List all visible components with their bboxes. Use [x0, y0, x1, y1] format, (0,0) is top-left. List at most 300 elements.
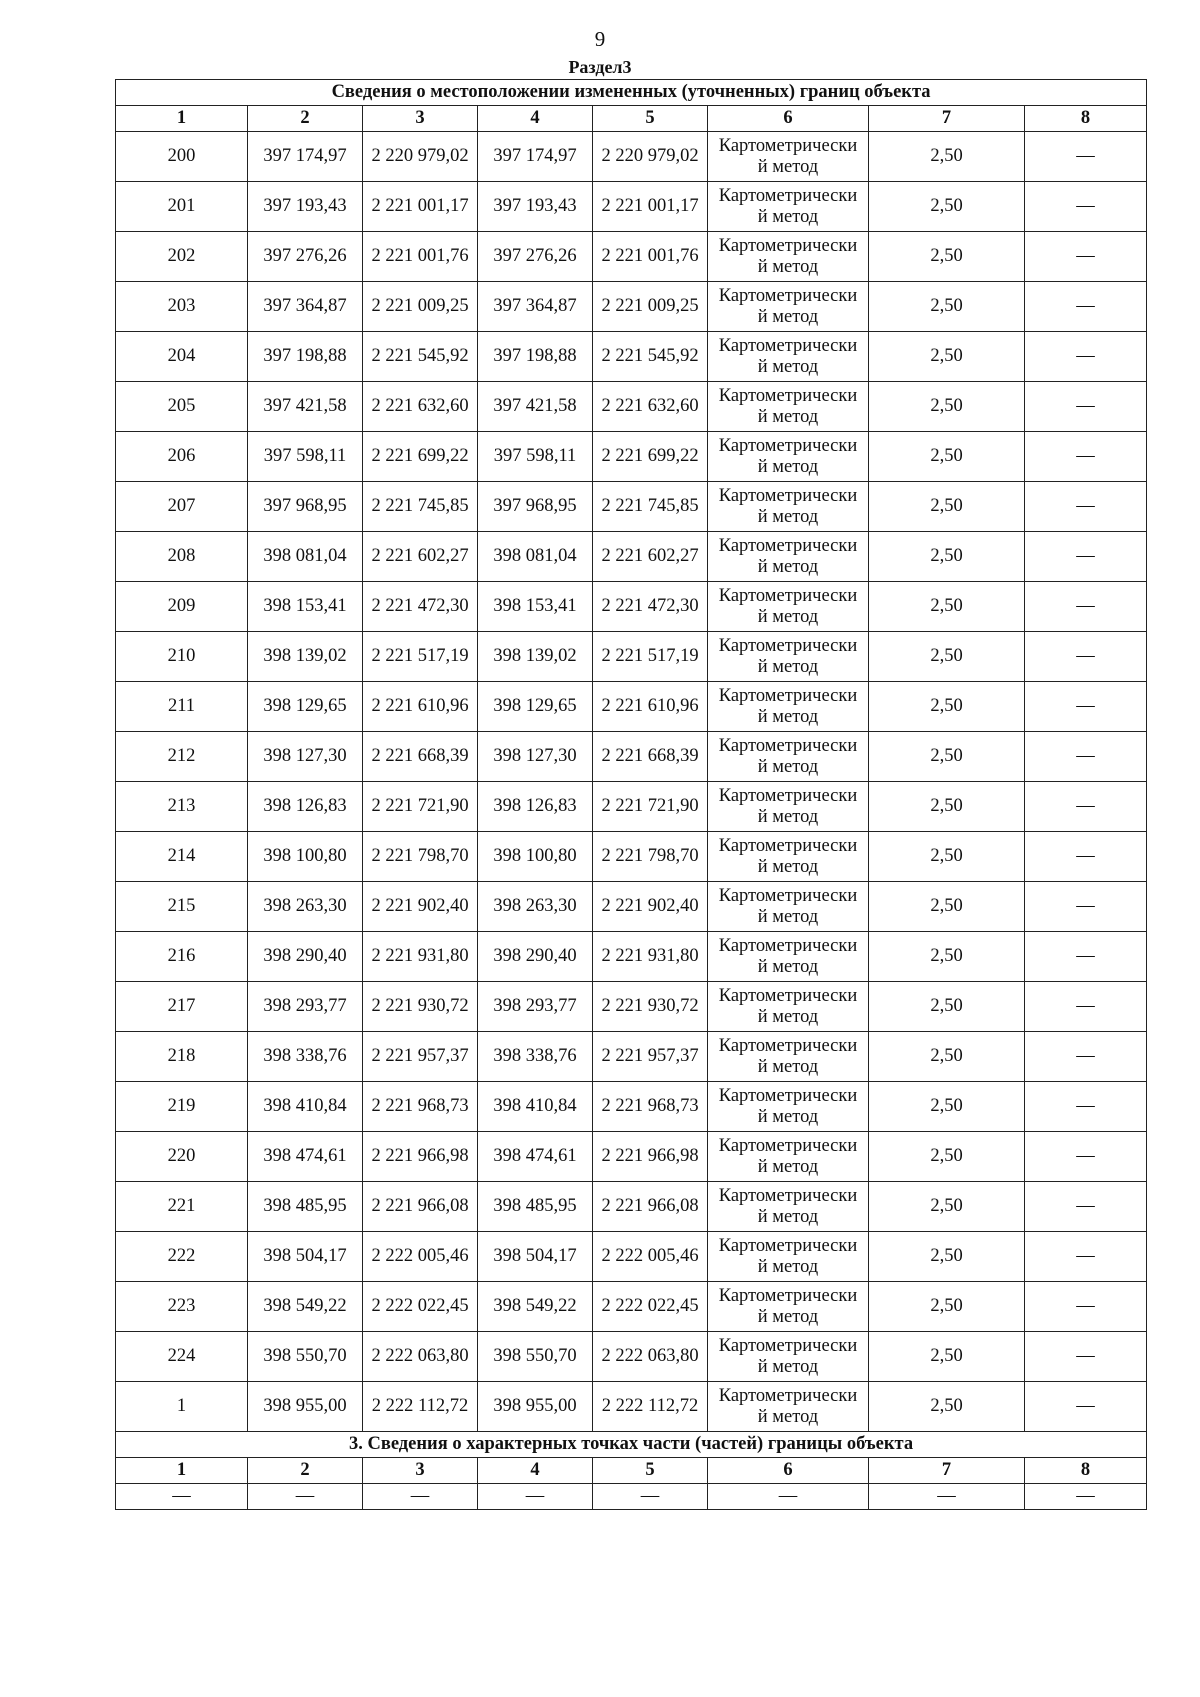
accuracy-cell: 2,50 [869, 1332, 1025, 1382]
table-row [116, 1082, 1147, 1132]
section3-empty-row [116, 1484, 1147, 1510]
x-coordinate-cell: 397 276,26 [248, 232, 363, 282]
point-number-cell: 214 [116, 832, 248, 882]
method-line-2: й метод [757, 1056, 819, 1077]
method-cell [708, 382, 869, 432]
accuracy-cell: 2,50 [869, 382, 1025, 432]
note-cell: — [1025, 232, 1147, 282]
y-coordinate-cell: 2 221 517,19 [363, 632, 478, 682]
point-number-cell: 217 [116, 982, 248, 1032]
point-number-cell: 200 [116, 132, 248, 182]
column-header: 7 [869, 1458, 1025, 1484]
method-line-2: й метод [757, 906, 819, 927]
x-coordinate-new-cell: 398 129,65 [478, 682, 593, 732]
note-cell: — [1025, 1132, 1147, 1182]
y-coordinate-new-cell: 2 222 022,45 [593, 1282, 708, 1332]
note-cell: — [1025, 1232, 1147, 1282]
method-line-2: й метод [757, 1406, 819, 1427]
note-cell: — [1025, 132, 1147, 182]
method-line-2: й метод [757, 206, 819, 227]
note-cell: — [1025, 1332, 1147, 1382]
table-row [116, 1382, 1147, 1432]
accuracy-cell: 2,50 [869, 132, 1025, 182]
method-line-2: й метод [757, 856, 819, 877]
table-row [116, 332, 1147, 382]
x-coordinate-new-cell: 398 290,40 [478, 932, 593, 982]
method-cell [708, 882, 869, 932]
accuracy-cell: 2,50 [869, 1182, 1025, 1232]
method-cell [708, 1132, 869, 1182]
method-line-1: Картометрически [718, 785, 858, 806]
note-cell: — [1025, 1282, 1147, 1332]
method-cell [708, 1182, 869, 1232]
note-cell: — [1025, 1032, 1147, 1082]
empty-cell: — [708, 1484, 869, 1510]
accuracy-cell: 2,50 [869, 232, 1025, 282]
method-cell [708, 132, 869, 182]
y-coordinate-new-cell: 2 221 668,39 [593, 732, 708, 782]
y-coordinate-cell: 2 221 957,37 [363, 1032, 478, 1082]
y-coordinate-new-cell: 2 221 957,37 [593, 1032, 708, 1082]
method-line-1: Картометрически [718, 985, 858, 1006]
table-caption: Сведения о местоположении измененных (уточненных) границ объекта [116, 80, 1147, 106]
accuracy-cell: 2,50 [869, 932, 1025, 982]
table-row [116, 932, 1147, 982]
y-coordinate-cell: 2 221 632,60 [363, 382, 478, 432]
x-coordinate-cell: 398 139,02 [248, 632, 363, 682]
method-line-2: й метод [757, 1156, 819, 1177]
x-coordinate-new-cell: 398 410,84 [478, 1082, 593, 1132]
y-coordinate-new-cell: 2 221 968,73 [593, 1082, 708, 1132]
method-line-2: й метод [757, 956, 819, 977]
x-coordinate-new-cell: 397 198,88 [478, 332, 593, 382]
section-title: Раздел3 [568, 57, 632, 77]
note-cell: — [1025, 382, 1147, 432]
table-row [116, 582, 1147, 632]
table-row [116, 182, 1147, 232]
y-coordinate-new-cell: 2 220 979,02 [593, 132, 708, 182]
empty-cell: — [478, 1484, 593, 1510]
point-number-cell: 224 [116, 1332, 248, 1382]
method-cell [708, 1332, 869, 1382]
table-row [116, 232, 1147, 282]
note-cell: — [1025, 532, 1147, 582]
accuracy-cell: 2,50 [869, 282, 1025, 332]
x-coordinate-cell: 397 364,87 [248, 282, 363, 332]
method-line-1: Картометрически [718, 185, 858, 206]
method-cell [708, 232, 869, 282]
table-row [116, 782, 1147, 832]
y-coordinate-new-cell: 2 221 001,76 [593, 232, 708, 282]
point-number-cell: 212 [116, 732, 248, 782]
method-line-2: й метод [757, 556, 819, 577]
x-coordinate-new-cell: 397 364,87 [478, 282, 593, 332]
note-cell: — [1025, 732, 1147, 782]
x-coordinate-cell: 398 410,84 [248, 1082, 363, 1132]
column-header: 1 [116, 106, 248, 132]
x-coordinate-new-cell: 397 276,26 [478, 232, 593, 282]
accuracy-cell: 2,50 [869, 1232, 1025, 1282]
method-line-2: й метод [757, 256, 819, 277]
column-header: 2 [248, 106, 363, 132]
method-cell [708, 632, 869, 682]
point-number-cell: 223 [116, 1282, 248, 1332]
x-coordinate-cell: 398 293,77 [248, 982, 363, 1032]
column-header: 8 [1025, 1458, 1147, 1484]
method-line-1: Картометрически [718, 335, 858, 356]
y-coordinate-cell: 2 221 699,22 [363, 432, 478, 482]
method-line-2: й метод [757, 1106, 819, 1127]
method-line-2: й метод [757, 1206, 819, 1227]
empty-cell: — [116, 1484, 248, 1510]
x-coordinate-cell: 398 127,30 [248, 732, 363, 782]
method-line-1: Картометрически [718, 285, 858, 306]
y-coordinate-cell: 2 222 063,80 [363, 1332, 478, 1382]
method-line-2: й метод [757, 1006, 819, 1027]
x-coordinate-cell: 398 081,04 [248, 532, 363, 582]
method-line-1: Картометрически [718, 635, 858, 656]
method-cell [708, 482, 869, 532]
x-coordinate-new-cell: 398 549,22 [478, 1282, 593, 1332]
note-cell: — [1025, 882, 1147, 932]
y-coordinate-cell: 2 221 472,30 [363, 582, 478, 632]
method-line-1: Картометрически [718, 1235, 858, 1256]
note-cell: — [1025, 182, 1147, 232]
x-coordinate-cell: 398 485,95 [248, 1182, 363, 1232]
x-coordinate-cell: 397 174,97 [248, 132, 363, 182]
y-coordinate-cell: 2 221 745,85 [363, 482, 478, 532]
table-row [116, 1332, 1147, 1382]
point-number-cell: 203 [116, 282, 248, 332]
note-cell: — [1025, 932, 1147, 982]
method-line-1: Картометрически [718, 135, 858, 156]
y-coordinate-new-cell: 2 222 063,80 [593, 1332, 708, 1382]
method-line-1: Картометрически [718, 485, 858, 506]
note-cell: — [1025, 282, 1147, 332]
x-coordinate-cell: 397 193,43 [248, 182, 363, 232]
accuracy-cell: 2,50 [869, 882, 1025, 932]
x-coordinate-new-cell: 398 485,95 [478, 1182, 593, 1232]
method-cell [708, 782, 869, 832]
column-header: 2 [248, 1458, 363, 1484]
table-row [116, 1032, 1147, 1082]
method-cell [708, 182, 869, 232]
point-number-cell: 211 [116, 682, 248, 732]
method-line-1: Картометрически [718, 585, 858, 606]
method-line-2: й метод [757, 356, 819, 377]
accuracy-cell: 2,50 [869, 582, 1025, 632]
column-header: 7 [869, 106, 1025, 132]
y-coordinate-cell: 2 221 721,90 [363, 782, 478, 832]
x-coordinate-new-cell: 398 474,61 [478, 1132, 593, 1182]
method-cell [708, 432, 869, 482]
page-number: 9 [594, 27, 606, 51]
x-coordinate-new-cell: 397 598,11 [478, 432, 593, 482]
method-cell [708, 532, 869, 582]
table-row [116, 732, 1147, 782]
table-row [116, 682, 1147, 732]
method-line-1: Картометрически [718, 1185, 858, 1206]
table-row [116, 132, 1147, 182]
point-number-cell: 201 [116, 182, 248, 232]
method-line-2: й метод [757, 1356, 819, 1377]
y-coordinate-cell: 2 222 005,46 [363, 1232, 478, 1282]
point-number-cell: 221 [116, 1182, 248, 1232]
column-header: 4 [478, 106, 593, 132]
table-row [116, 1132, 1147, 1182]
y-coordinate-new-cell: 2 221 798,70 [593, 832, 708, 882]
table-row [116, 282, 1147, 332]
accuracy-cell: 2,50 [869, 1382, 1025, 1432]
y-coordinate-cell: 2 221 602,27 [363, 532, 478, 582]
column-header: 3 [363, 1458, 478, 1484]
y-coordinate-new-cell: 2 221 602,27 [593, 532, 708, 582]
x-coordinate-new-cell: 398 100,80 [478, 832, 593, 882]
y-coordinate-cell: 2 221 966,98 [363, 1132, 478, 1182]
y-coordinate-cell: 2 221 001,76 [363, 232, 478, 282]
point-number-cell: 218 [116, 1032, 248, 1082]
y-coordinate-new-cell: 2 221 966,98 [593, 1132, 708, 1182]
accuracy-cell: 2,50 [869, 1132, 1025, 1182]
x-coordinate-new-cell: 397 968,95 [478, 482, 593, 532]
accuracy-cell: 2,50 [869, 632, 1025, 682]
y-coordinate-new-cell: 2 221 930,72 [593, 982, 708, 1032]
x-coordinate-cell: 398 549,22 [248, 1282, 363, 1332]
x-coordinate-new-cell: 398 263,30 [478, 882, 593, 932]
note-cell: — [1025, 432, 1147, 482]
x-coordinate-cell: 397 198,88 [248, 332, 363, 382]
note-cell: — [1025, 582, 1147, 632]
method-line-2: й метод [757, 156, 819, 177]
x-coordinate-cell: 398 100,80 [248, 832, 363, 882]
method-cell [708, 932, 869, 982]
x-coordinate-new-cell: 398 081,04 [478, 532, 593, 582]
column-header: 5 [593, 106, 708, 132]
x-coordinate-cell: 398 153,41 [248, 582, 363, 632]
y-coordinate-cell: 2 221 931,80 [363, 932, 478, 982]
x-coordinate-cell: 398 126,83 [248, 782, 363, 832]
empty-cell: — [869, 1484, 1025, 1510]
note-cell: — [1025, 632, 1147, 682]
method-line-2: й метод [757, 756, 819, 777]
note-cell: — [1025, 332, 1147, 382]
x-coordinate-new-cell: 398 293,77 [478, 982, 593, 1032]
method-line-2: й метод [757, 1256, 819, 1277]
y-coordinate-new-cell: 2 221 721,90 [593, 782, 708, 832]
table-row [116, 1182, 1147, 1232]
column-header: 4 [478, 1458, 593, 1484]
column-header: 3 [363, 106, 478, 132]
accuracy-cell: 2,50 [869, 1282, 1025, 1332]
accuracy-cell: 2,50 [869, 782, 1025, 832]
method-line-1: Картометрически [718, 435, 858, 456]
accuracy-cell: 2,50 [869, 332, 1025, 382]
x-coordinate-cell: 398 290,40 [248, 932, 363, 982]
y-coordinate-cell: 2 221 545,92 [363, 332, 478, 382]
point-number-cell: 210 [116, 632, 248, 682]
x-coordinate-cell: 397 598,11 [248, 432, 363, 482]
y-coordinate-cell: 2 220 979,02 [363, 132, 478, 182]
accuracy-cell: 2,50 [869, 432, 1025, 482]
y-coordinate-new-cell: 2 221 545,92 [593, 332, 708, 382]
x-coordinate-new-cell: 398 126,83 [478, 782, 593, 832]
y-coordinate-new-cell: 2 221 009,25 [593, 282, 708, 332]
method-cell [708, 732, 869, 782]
point-number-cell: 206 [116, 432, 248, 482]
column-header: 5 [593, 1458, 708, 1484]
point-number-cell: 219 [116, 1082, 248, 1132]
x-coordinate-cell: 398 263,30 [248, 882, 363, 932]
section3-caption-row [116, 1432, 1147, 1458]
table-row [116, 532, 1147, 582]
x-coordinate-cell: 398 955,00 [248, 1382, 363, 1432]
point-number-cell: 204 [116, 332, 248, 382]
table-row [116, 832, 1147, 882]
y-coordinate-cell: 2 222 022,45 [363, 1282, 478, 1332]
table-row [116, 982, 1147, 1032]
empty-cell: — [248, 1484, 363, 1510]
section3-header-row [116, 1458, 1147, 1484]
method-line-2: й метод [757, 806, 819, 827]
point-number-cell: 216 [116, 932, 248, 982]
y-coordinate-new-cell: 2 221 001,17 [593, 182, 708, 232]
method-cell [708, 1082, 869, 1132]
column-header-row [116, 106, 1147, 132]
table-row [116, 382, 1147, 432]
point-number-cell: 209 [116, 582, 248, 632]
y-coordinate-new-cell: 2 221 699,22 [593, 432, 708, 482]
column-header: 6 [708, 106, 869, 132]
x-coordinate-new-cell: 398 955,00 [478, 1382, 593, 1432]
method-line-1: Картометрически [718, 885, 858, 906]
y-coordinate-cell: 2 221 798,70 [363, 832, 478, 882]
empty-cell: — [1025, 1484, 1147, 1510]
x-coordinate-cell: 397 968,95 [248, 482, 363, 532]
x-coordinate-cell: 398 129,65 [248, 682, 363, 732]
y-coordinate-cell: 2 221 930,72 [363, 982, 478, 1032]
point-number-cell: 205 [116, 382, 248, 432]
note-cell: — [1025, 1382, 1147, 1432]
x-coordinate-cell: 398 550,70 [248, 1332, 363, 1382]
y-coordinate-new-cell: 2 222 112,72 [593, 1382, 708, 1432]
x-coordinate-cell: 397 421,58 [248, 382, 363, 432]
column-header: 8 [1025, 106, 1147, 132]
method-cell [708, 1032, 869, 1082]
method-line-1: Картометрически [718, 1035, 858, 1056]
table-row [116, 1232, 1147, 1282]
table-caption-row [116, 80, 1147, 106]
method-cell [708, 982, 869, 1032]
x-coordinate-cell: 398 474,61 [248, 1132, 363, 1182]
section3-caption: 3. Сведения о характерных точках части (частей) границы объекта [116, 1432, 1147, 1458]
accuracy-cell: 2,50 [869, 1082, 1025, 1132]
method-line-1: Картометрически [718, 1085, 858, 1106]
empty-cell: — [363, 1484, 478, 1510]
method-cell [708, 832, 869, 882]
accuracy-cell: 2,50 [869, 832, 1025, 882]
note-cell: — [1025, 482, 1147, 532]
method-line-2: й метод [757, 306, 819, 327]
column-header: 1 [116, 1458, 248, 1484]
method-line-1: Картометрически [718, 385, 858, 406]
y-coordinate-new-cell: 2 221 517,19 [593, 632, 708, 682]
method-line-1: Картометрически [718, 735, 858, 756]
y-coordinate-new-cell: 2 221 931,80 [593, 932, 708, 982]
note-cell: — [1025, 982, 1147, 1032]
method-cell [708, 332, 869, 382]
y-coordinate-cell: 2 221 610,96 [363, 682, 478, 732]
table-row [116, 482, 1147, 532]
table-row [116, 882, 1147, 932]
y-coordinate-cell: 2 221 009,25 [363, 282, 478, 332]
point-number-cell: 202 [116, 232, 248, 282]
x-coordinate-new-cell: 398 139,02 [478, 632, 593, 682]
note-cell: — [1025, 1182, 1147, 1232]
y-coordinate-cell: 2 221 902,40 [363, 882, 478, 932]
y-coordinate-cell: 2 221 001,17 [363, 182, 478, 232]
method-line-2: й метод [757, 406, 819, 427]
method-cell [708, 582, 869, 632]
point-number-cell: 213 [116, 782, 248, 832]
accuracy-cell: 2,50 [869, 732, 1025, 782]
y-coordinate-cell: 2 221 966,08 [363, 1182, 478, 1232]
note-cell: — [1025, 1082, 1147, 1132]
method-line-1: Картометрически [718, 535, 858, 556]
y-coordinate-new-cell: 2 221 472,30 [593, 582, 708, 632]
table-row [116, 432, 1147, 482]
method-line-1: Картометрически [718, 685, 858, 706]
table-row [116, 1282, 1147, 1332]
note-cell: — [1025, 682, 1147, 732]
method-cell [708, 1232, 869, 1282]
accuracy-cell: 2,50 [869, 482, 1025, 532]
point-number-cell: 220 [116, 1132, 248, 1182]
method-line-1: Картометрически [718, 835, 858, 856]
x-coordinate-new-cell: 398 127,30 [478, 732, 593, 782]
x-coordinate-new-cell: 398 550,70 [478, 1332, 593, 1382]
accuracy-cell: 2,50 [869, 1032, 1025, 1082]
method-line-2: й метод [757, 656, 819, 677]
point-number-cell: 222 [116, 1232, 248, 1282]
method-line-1: Картометрически [718, 1135, 858, 1156]
method-line-2: й метод [757, 706, 819, 727]
y-coordinate-new-cell: 2 221 902,40 [593, 882, 708, 932]
y-coordinate-new-cell: 2 222 005,46 [593, 1232, 708, 1282]
y-coordinate-new-cell: 2 221 632,60 [593, 382, 708, 432]
point-number-cell: 1 [116, 1382, 248, 1432]
method-line-2: й метод [757, 456, 819, 477]
method-line-1: Картометрически [718, 1385, 858, 1406]
method-cell [708, 1382, 869, 1432]
x-coordinate-new-cell: 397 193,43 [478, 182, 593, 232]
method-line-1: Картометрически [718, 935, 858, 956]
y-coordinate-cell: 2 221 968,73 [363, 1082, 478, 1132]
x-coordinate-new-cell: 397 421,58 [478, 382, 593, 432]
boundary-table [115, 79, 1147, 1510]
point-number-cell: 215 [116, 882, 248, 932]
note-cell: — [1025, 832, 1147, 882]
accuracy-cell: 2,50 [869, 182, 1025, 232]
x-coordinate-new-cell: 397 174,97 [478, 132, 593, 182]
method-cell [708, 282, 869, 332]
y-coordinate-new-cell: 2 221 966,08 [593, 1182, 708, 1232]
method-line-1: Картометрически [718, 235, 858, 256]
method-line-1: Картометрически [718, 1285, 858, 1306]
point-number-cell: 207 [116, 482, 248, 532]
y-coordinate-cell: 2 222 112,72 [363, 1382, 478, 1432]
table-body [116, 80, 1147, 1510]
x-coordinate-new-cell: 398 153,41 [478, 582, 593, 632]
